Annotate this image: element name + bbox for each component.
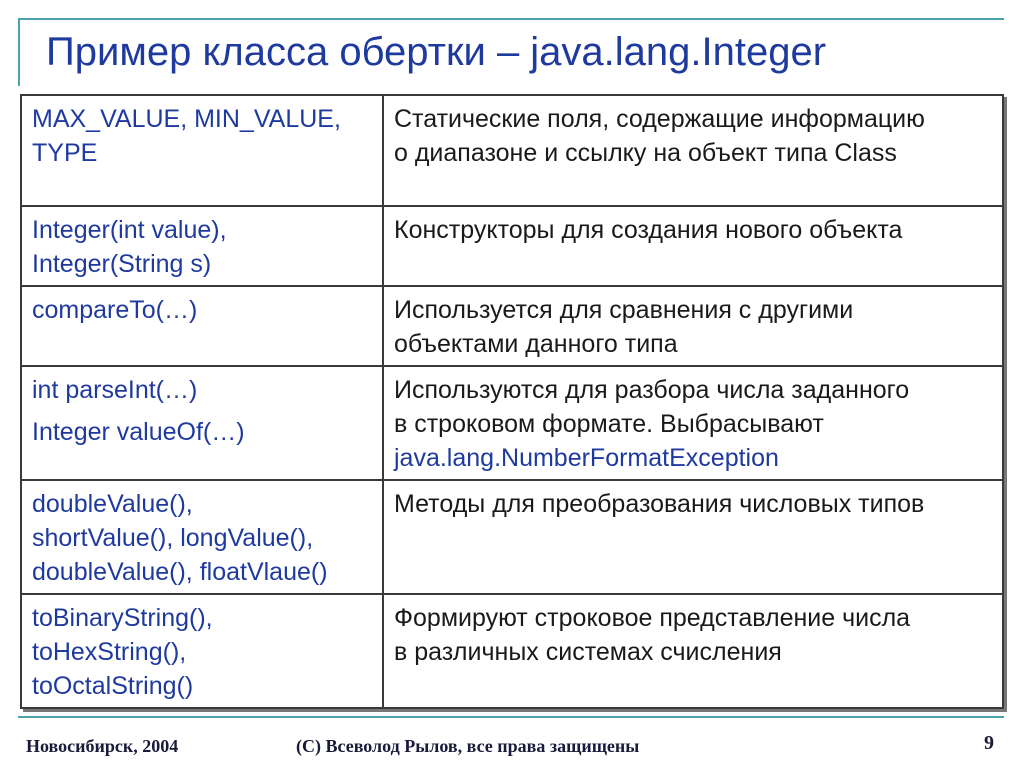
api-cell xyxy=(21,95,383,206)
description-line: Конструкторы для создания нового объекта xyxy=(394,216,903,244)
api-line: doubleValue(), floatVlaue() xyxy=(32,558,328,586)
table-row xyxy=(21,594,1003,708)
api-line: TYPE xyxy=(32,139,98,167)
table-row xyxy=(21,366,1003,480)
description-cell xyxy=(383,286,1003,366)
description-line: Используется для сравнения с другими xyxy=(394,296,854,324)
description-cell xyxy=(383,206,1003,286)
api-cell xyxy=(21,366,383,480)
description-line: Статические поля, содержащие информацию xyxy=(394,105,925,133)
api-cell xyxy=(21,480,383,594)
api-line: int parseInt(…) xyxy=(32,376,198,404)
api-line: MAX_VALUE, MIN_VALUE, xyxy=(32,105,341,133)
description-line: в различных системах счисления xyxy=(394,638,782,666)
api-line: Integer valueOf(…) xyxy=(32,418,245,446)
integer-api-table xyxy=(20,94,1004,709)
slide-title: Пример класса обертки – java.lang.Integer xyxy=(46,30,827,74)
description-cell xyxy=(383,594,1003,708)
footer-location: Новосибирск, 2004 xyxy=(26,736,179,756)
description-cell xyxy=(383,95,1003,206)
description-line: о диапазоне и ссылку на объект типа Class xyxy=(394,139,897,167)
api-cell xyxy=(21,206,383,286)
api-line: compareTo(…) xyxy=(32,296,198,324)
description-cell xyxy=(383,366,1003,480)
api-line: doubleValue(), xyxy=(32,490,193,518)
description-line: Методы для преобразования числовых типов xyxy=(394,490,925,518)
footer-copyright: (С) Всеволод Рылов, все права защищены xyxy=(296,736,640,756)
header-accent-bar xyxy=(18,18,20,86)
table-row xyxy=(21,480,1003,594)
api-cell xyxy=(21,594,383,708)
header-rule xyxy=(18,18,1004,20)
api-line: shortValue(), longValue(), xyxy=(32,524,314,552)
description-cell xyxy=(383,480,1003,594)
table-row xyxy=(21,286,1003,366)
api-line: toOctalString() xyxy=(32,672,194,700)
footer-rule xyxy=(18,716,1004,718)
api-line: toHexString(), xyxy=(32,638,187,666)
description-line: объектами данного типа xyxy=(394,330,678,358)
exception-class-name: java.lang.NumberFormatException xyxy=(394,444,779,472)
description-line: Формируют строковое представление числа xyxy=(394,604,911,632)
description-line: Используются для разбора числа заданного xyxy=(394,376,910,404)
api-line: Integer(String s) xyxy=(32,250,212,278)
api-line: Integer(int value), xyxy=(32,216,227,244)
api-cell xyxy=(21,286,383,366)
api-line: toBinaryString(), xyxy=(32,604,213,632)
table-row xyxy=(21,206,1003,286)
description-line: в строковом формате. Выбрасывают xyxy=(394,410,824,438)
page-number: 9 xyxy=(984,732,994,754)
table-row xyxy=(21,95,1003,206)
